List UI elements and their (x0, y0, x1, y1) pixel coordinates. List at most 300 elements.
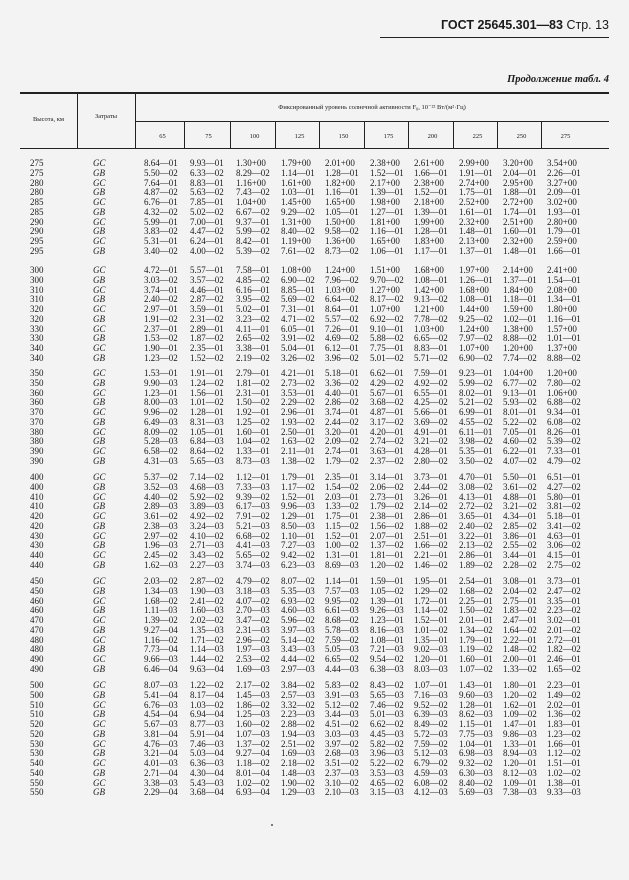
value-cell: 1.35—03 (190, 624, 224, 635)
altitude-cell: 350 (30, 368, 44, 378)
value-cell: 1.81—01 (370, 550, 404, 560)
value-cell: 7.73—04 (144, 644, 178, 655)
value-cell: 3.50—02 (459, 455, 493, 466)
value-cell: 2.22—01 (503, 634, 537, 645)
value-cell: 9.37—01 (236, 216, 270, 227)
value-cell: 5.99—02 (236, 226, 270, 237)
value-cell: 1.22—02 (190, 680, 224, 690)
value-cell: 1.61—01 (459, 206, 493, 217)
altitude-cell: 470 (30, 624, 44, 635)
value-cell: 9.96—02 (144, 407, 178, 417)
table-row (0, 265, 629, 275)
altitude-cell: 460 (30, 605, 44, 616)
value-cell: 1.83+00 (414, 236, 444, 246)
value-cell: 3.21—02 (414, 436, 448, 447)
value-cell: 1.03+00 (414, 323, 444, 334)
value-cell: 3.53—03 (370, 767, 404, 778)
table-row (0, 719, 629, 729)
value-cell: 1.02—01 (503, 313, 537, 324)
altitude-cell: 440 (30, 559, 44, 570)
value-cell: 1.12—01 (236, 472, 270, 482)
cost-cell: GB (93, 689, 105, 700)
value-cell: 1.81—02 (236, 377, 270, 388)
value-cell: 6.12—01 (325, 343, 359, 353)
value-cell: 2.31—03 (236, 624, 270, 635)
value-cell: 3.22—01 (459, 530, 493, 541)
value-cell: 2.38+00 (414, 177, 444, 188)
value-cell: 1.37—01 (459, 245, 493, 256)
value-cell: 4.32—02 (144, 206, 178, 217)
altitude-cell: 410 (30, 501, 44, 512)
value-cell: 2.01+00 (325, 158, 355, 168)
value-cell: 8.03—03 (414, 663, 448, 674)
value-cell: 3.97—02 (325, 738, 359, 749)
value-cell: 2.00—01 (503, 654, 537, 664)
value-cell: 8.83—01 (414, 343, 448, 353)
value-cell: 1.47—01 (503, 719, 537, 729)
cost-cell: GB (93, 748, 105, 759)
value-cell: 6.51—01 (547, 472, 581, 482)
col-divider (497, 122, 498, 148)
value-cell: 2.74—02 (370, 436, 404, 447)
value-cell: 3.38—01 (236, 343, 270, 353)
value-cell: 1.34—02 (459, 624, 493, 635)
value-cell: 3.40—02 (144, 245, 178, 256)
value-cell: 1.16—02 (144, 634, 178, 645)
value-cell: 5.99—01 (144, 216, 178, 227)
cost-cell: GB (93, 624, 105, 635)
col-divider (364, 122, 365, 148)
value-cell: 2.74—01 (325, 446, 359, 456)
value-cell: 4.13—01 (459, 491, 493, 502)
col-divider (77, 93, 78, 148)
value-cell: 4.21—01 (281, 368, 315, 378)
value-cell: 1.83—02 (503, 605, 537, 616)
value-cell: 2.11—01 (281, 446, 315, 456)
value-cell: 1.54—02 (325, 481, 359, 492)
value-cell: 5.72—03 (414, 728, 448, 739)
value-cell: 8.73—03 (236, 455, 270, 466)
value-cell: 2.89—03 (144, 501, 178, 512)
value-cell: 1.34—03 (144, 585, 178, 596)
value-cell: 7.61—02 (281, 245, 315, 256)
value-cell: 3.89—03 (190, 501, 224, 512)
value-cell: 1.07—02 (459, 663, 493, 674)
value-cell: 6.16—01 (236, 284, 270, 295)
value-cell: 3.63—01 (370, 446, 404, 456)
cost-cell: GB (93, 397, 105, 408)
altitude-cell: 390 (30, 446, 44, 456)
value-cell: 3.98—02 (459, 436, 493, 447)
cost-cell: GC (93, 177, 106, 188)
cost-cell: GC (93, 387, 106, 398)
value-cell: 5.22—02 (370, 758, 404, 768)
value-cell: 6.90—02 (459, 352, 493, 363)
cost-cell: GC (93, 158, 106, 168)
value-cell: 7.27—03 (281, 540, 315, 551)
value-cell: 7.43—02 (236, 187, 270, 198)
value-cell: 1.51+00 (370, 265, 400, 275)
altitude-cell: 460 (30, 595, 44, 606)
value-cell: 1.59—01 (370, 576, 404, 586)
cost-cell: GC (93, 284, 106, 295)
value-cell: 3.21—04 (144, 748, 178, 759)
value-cell: 5.67—01 (370, 387, 404, 398)
value-cell: 1.52—01 (414, 187, 448, 198)
value-cell: 3.68—02 (370, 397, 404, 408)
value-cell: 1.72—01 (414, 595, 448, 606)
table-row (0, 644, 629, 654)
value-cell: 9.95—02 (325, 595, 359, 606)
cost-cell: GB (93, 313, 105, 324)
value-cell: 8.85—01 (281, 284, 315, 295)
cost-cell: GC (93, 197, 106, 207)
value-cell: 3.15—03 (370, 787, 404, 798)
value-cell: 1.08—01 (459, 294, 493, 305)
table-row (0, 314, 629, 324)
cost-cell: GB (93, 501, 105, 512)
altitude-cell: 280 (30, 177, 44, 188)
value-cell: 1.16—01 (325, 187, 359, 198)
value-cell: 2.40—02 (459, 520, 493, 531)
value-cell: 2.89—01 (190, 323, 224, 334)
value-cell: 8.29—02 (236, 167, 270, 178)
value-cell: 4.00—02 (190, 245, 224, 256)
value-cell: 3.83—02 (144, 226, 178, 237)
value-cell: 8.73—02 (325, 245, 359, 256)
value-cell: 1.05—01 (190, 426, 224, 437)
value-cell: 1.28—01 (325, 167, 359, 178)
altitude-cell: 540 (30, 767, 44, 778)
value-cell: 3.02—01 (547, 615, 581, 625)
value-cell: 5.39—02 (547, 436, 581, 447)
cost-cell: GC (93, 426, 106, 437)
value-cell: 5.71—02 (414, 352, 448, 363)
value-cell: 3.81—02 (547, 501, 581, 512)
value-cell: 1.56—02 (370, 520, 404, 531)
value-cell: 3.08—01 (503, 576, 537, 586)
value-cell: 3.43—03 (281, 644, 315, 655)
value-cell: 5.22—02 (503, 416, 537, 427)
value-cell: 2.40—02 (144, 294, 178, 305)
altitude-cell: 380 (30, 436, 44, 447)
value-cell: 6.46—04 (144, 663, 178, 674)
value-cell: 1.57+00 (547, 323, 577, 334)
value-cell: 6.79—02 (414, 758, 448, 768)
value-cell: 1.52—01 (370, 167, 404, 178)
value-cell: 1.97+00 (459, 265, 489, 275)
value-cell: 1.79—01 (459, 634, 493, 645)
value-cell: 4.34—01 (503, 511, 537, 521)
table-row (0, 388, 629, 398)
table-row (0, 501, 629, 511)
value-cell: 2.54—01 (459, 576, 493, 586)
value-cell: 7.16—03 (414, 689, 448, 700)
value-cell: 6.49—03 (144, 416, 178, 427)
value-cell: 4.45—03 (370, 728, 404, 739)
value-cell: 4.71—02 (281, 313, 315, 324)
altitude-cell: 450 (30, 585, 44, 596)
value-cell: 4.27—02 (547, 481, 581, 492)
value-cell: 1.09—01 (503, 777, 537, 788)
value-cell: 8.77—03 (190, 719, 224, 729)
table-row (0, 304, 629, 314)
value-cell: 3.36—02 (325, 377, 359, 388)
value-cell: 2.04—02 (503, 585, 537, 596)
value-cell: 6.98—03 (459, 748, 493, 759)
altitude-cell: 430 (30, 530, 44, 541)
value-cell: 1.14—01 (325, 576, 359, 586)
value-cell: 1.09—02 (503, 709, 537, 720)
value-cell: 1.20+00 (503, 343, 533, 353)
value-cell: 1.90—01 (144, 343, 178, 353)
value-cell: 4.92—02 (414, 377, 448, 388)
value-cell: 7.05—01 (503, 426, 537, 437)
cost-cell: GC (93, 446, 106, 456)
cost-cell: GB (93, 540, 105, 551)
cost-cell: GB (93, 767, 105, 778)
cost-cell: GC (93, 511, 106, 521)
value-cell: 8.68—02 (325, 615, 359, 625)
altitude-cell: 290 (30, 216, 44, 227)
value-cell: 7.33—03 (236, 481, 270, 492)
header-bottom-rule (20, 148, 609, 149)
value-cell: 8.88—02 (503, 333, 537, 344)
table-row (0, 275, 629, 285)
value-cell: 1.90—03 (190, 585, 224, 596)
value-cell: 1.23—01 (144, 387, 178, 398)
value-cell: 2.18—02 (281, 758, 315, 768)
altitude-cell: 390 (30, 455, 44, 466)
value-cell: 3.24—03 (190, 520, 224, 531)
value-cell: 5.43—03 (190, 777, 224, 788)
value-cell: 5.21—02 (459, 397, 493, 408)
value-cell: 8.40—02 (459, 777, 493, 788)
value-cell: 8.00—03 (144, 397, 178, 408)
value-cell: 9.27—04 (236, 748, 270, 759)
value-cell: 2.86—01 (414, 511, 448, 521)
table-row (0, 236, 629, 246)
value-cell: 3.97—03 (281, 624, 315, 635)
value-cell: 1.74—01 (503, 206, 537, 217)
value-cell: 7.75—01 (370, 343, 404, 353)
value-cell: 8.01—04 (236, 767, 270, 778)
value-cell: 6.88—02 (547, 397, 581, 408)
value-cell: 1.04—01 (459, 738, 493, 749)
value-cell: 1.68+00 (414, 265, 444, 275)
value-cell: 6.84—03 (190, 436, 224, 447)
value-cell: 1.66—01 (414, 167, 448, 178)
value-cell: 1.27+00 (370, 284, 400, 295)
value-cell: 3.74—01 (325, 407, 359, 417)
value-cell: 5.21—03 (236, 520, 270, 531)
value-cell: 2.31—02 (190, 313, 224, 324)
value-cell: 1.65+00 (370, 236, 400, 246)
altitude-cell: 510 (30, 699, 44, 710)
value-cell: 1.05—02 (370, 585, 404, 596)
cost-cell: GB (93, 605, 105, 616)
value-cell: 9.58—02 (325, 226, 359, 237)
value-cell: 1.80—01 (503, 680, 537, 690)
value-cell: 1.59+00 (503, 304, 533, 314)
cost-cell: GC (93, 236, 106, 246)
value-cell: 1.82+00 (325, 177, 355, 188)
table-row (0, 197, 629, 207)
value-cell: 1.14—02 (414, 605, 448, 616)
altitude-cell: 520 (30, 719, 44, 729)
value-cell: 8.64—01 (325, 304, 359, 314)
cost-cell: GC (93, 699, 106, 710)
value-cell: 1.37—02 (236, 738, 270, 749)
table-row (0, 521, 629, 531)
value-cell: 1.53—01 (144, 368, 178, 378)
value-cell: 1.15—02 (325, 520, 359, 531)
value-cell: 1.07+00 (370, 304, 400, 314)
cost-cell: GC (93, 615, 106, 625)
value-cell: 3.26—01 (414, 491, 448, 502)
altitude-cell: 290 (30, 226, 44, 237)
table-row (0, 417, 629, 427)
value-cell: 7.46—02 (370, 699, 404, 710)
value-cell: 3.74—01 (144, 284, 178, 295)
value-cell: 1.66—01 (547, 245, 581, 256)
value-cell: 1.91—01 (190, 368, 224, 378)
value-cell: 1.01—02 (414, 624, 448, 635)
altitude-cell: 440 (30, 550, 44, 560)
value-cell: 9.33—03 (547, 787, 581, 798)
value-cell: 4.10—02 (190, 530, 224, 541)
value-cell: 1.46—02 (414, 559, 448, 570)
value-cell: 1.60—01 (503, 226, 537, 237)
value-cell: 3.61—02 (144, 511, 178, 521)
value-cell: 2.03—01 (325, 491, 359, 502)
value-cell: 1.33—02 (503, 663, 537, 674)
value-cell: 5.88—02 (370, 333, 404, 344)
value-cell: 2.75—02 (547, 559, 581, 570)
value-cell: 5.91—04 (190, 728, 224, 739)
col-divider (275, 122, 276, 148)
value-cell: 1.71—02 (190, 634, 224, 645)
value-cell: 2.31—01 (236, 387, 270, 398)
value-cell: 2.45—02 (144, 550, 178, 560)
value-cell: 6.64—02 (325, 294, 359, 305)
value-cell: 1.05—01 (325, 206, 359, 217)
value-cell: 1.45—03 (236, 689, 270, 700)
value-cell: 4.46—01 (190, 284, 224, 295)
value-cell: 8.94—03 (503, 748, 537, 759)
col-divider (453, 122, 454, 148)
value-cell: 3.91—02 (281, 333, 315, 344)
altitude-cell: 370 (30, 407, 44, 417)
value-cell: 4.60—02 (503, 436, 537, 447)
table-row (0, 778, 629, 788)
altitude-cell: 320 (30, 313, 44, 324)
value-cell: 2.02—01 (547, 699, 581, 710)
value-cell: 1.56—01 (190, 387, 224, 398)
value-cell: 2.72—01 (547, 634, 581, 645)
value-cell: 5.18—01 (325, 368, 359, 378)
value-cell: 5.37—02 (144, 472, 178, 482)
level-header-200: 200 (427, 133, 438, 140)
value-cell: 5.39—02 (236, 245, 270, 256)
cost-cell: GC (93, 550, 106, 560)
value-cell: 1.29—03 (281, 787, 315, 798)
value-cell: 1.24—02 (190, 377, 224, 388)
value-cell: 1.49—02 (547, 689, 581, 700)
value-cell: 6.58—02 (144, 446, 178, 456)
value-cell: 8.26—01 (547, 426, 581, 437)
value-cell: 1.20—02 (370, 559, 404, 570)
value-cell: 1.08—01 (414, 274, 448, 285)
table-row (0, 690, 629, 700)
altitude-cell: 430 (30, 540, 44, 551)
value-cell: 5.12—03 (414, 748, 448, 759)
value-cell: 2.01—02 (547, 624, 581, 635)
value-cell: 2.17+00 (370, 177, 400, 188)
value-cell: 1.02—02 (236, 777, 270, 788)
value-cell: 4.15—01 (547, 550, 581, 560)
value-cell: 5.03—04 (190, 748, 224, 759)
value-cell: 5.41—04 (144, 689, 178, 700)
table-row (0, 654, 629, 664)
cost-cell: GB (93, 187, 105, 198)
value-cell: 1.51—01 (547, 758, 581, 768)
value-cell: 2.97—02 (144, 530, 178, 541)
value-cell: 1.68—02 (459, 585, 493, 596)
value-cell: 9.60—03 (459, 689, 493, 700)
altitude-cell: 275 (30, 158, 44, 168)
value-cell: 9.29—02 (281, 206, 315, 217)
value-cell: 6.33—02 (190, 167, 224, 178)
value-cell: 2.99+00 (459, 158, 489, 168)
value-cell: 1.07—01 (414, 680, 448, 690)
altitude-cell: 300 (30, 265, 44, 275)
value-cell: 1.97—03 (236, 644, 270, 655)
altitude-cell: 540 (30, 758, 44, 768)
col-divider (135, 93, 136, 148)
value-cell: 1.10—01 (281, 530, 315, 541)
altitude-cell: 510 (30, 709, 44, 720)
value-cell: 6.38—03 (370, 663, 404, 674)
cost-cell: GB (93, 481, 105, 492)
value-cell: 1.21+00 (414, 304, 444, 314)
value-cell: 5.31—01 (144, 236, 178, 246)
value-cell: 1.69—03 (236, 663, 270, 674)
value-cell: 9.23—01 (459, 368, 493, 378)
value-cell: 4.01—03 (144, 758, 178, 768)
value-cell: 1.17—01 (414, 245, 448, 256)
standard-number: ГОСТ 25645.301—83 (440, 18, 563, 32)
value-cell: 7.33—01 (547, 446, 581, 456)
value-cell: 1.79+00 (281, 158, 311, 168)
value-cell: 4.29—02 (370, 377, 404, 388)
value-cell: 1.19+00 (281, 236, 311, 246)
value-cell: 1.79—01 (281, 472, 315, 482)
value-cell: 3.21—02 (503, 501, 537, 512)
table-row (0, 246, 629, 256)
altitude-cell: 330 (30, 333, 44, 344)
value-cell: 7.85—01 (190, 197, 224, 207)
value-cell: 7.75—03 (459, 728, 493, 739)
cost-cell: GC (93, 738, 106, 749)
value-cell: 1.27—01 (370, 206, 404, 217)
value-cell: 8.07—03 (144, 680, 178, 690)
altitude-cell: 285 (30, 197, 44, 207)
value-cell: 4.76—03 (144, 738, 178, 749)
value-cell: 2.26—01 (547, 167, 581, 178)
value-cell: 1.35—01 (414, 634, 448, 645)
value-cell: 2.50—01 (281, 426, 315, 437)
